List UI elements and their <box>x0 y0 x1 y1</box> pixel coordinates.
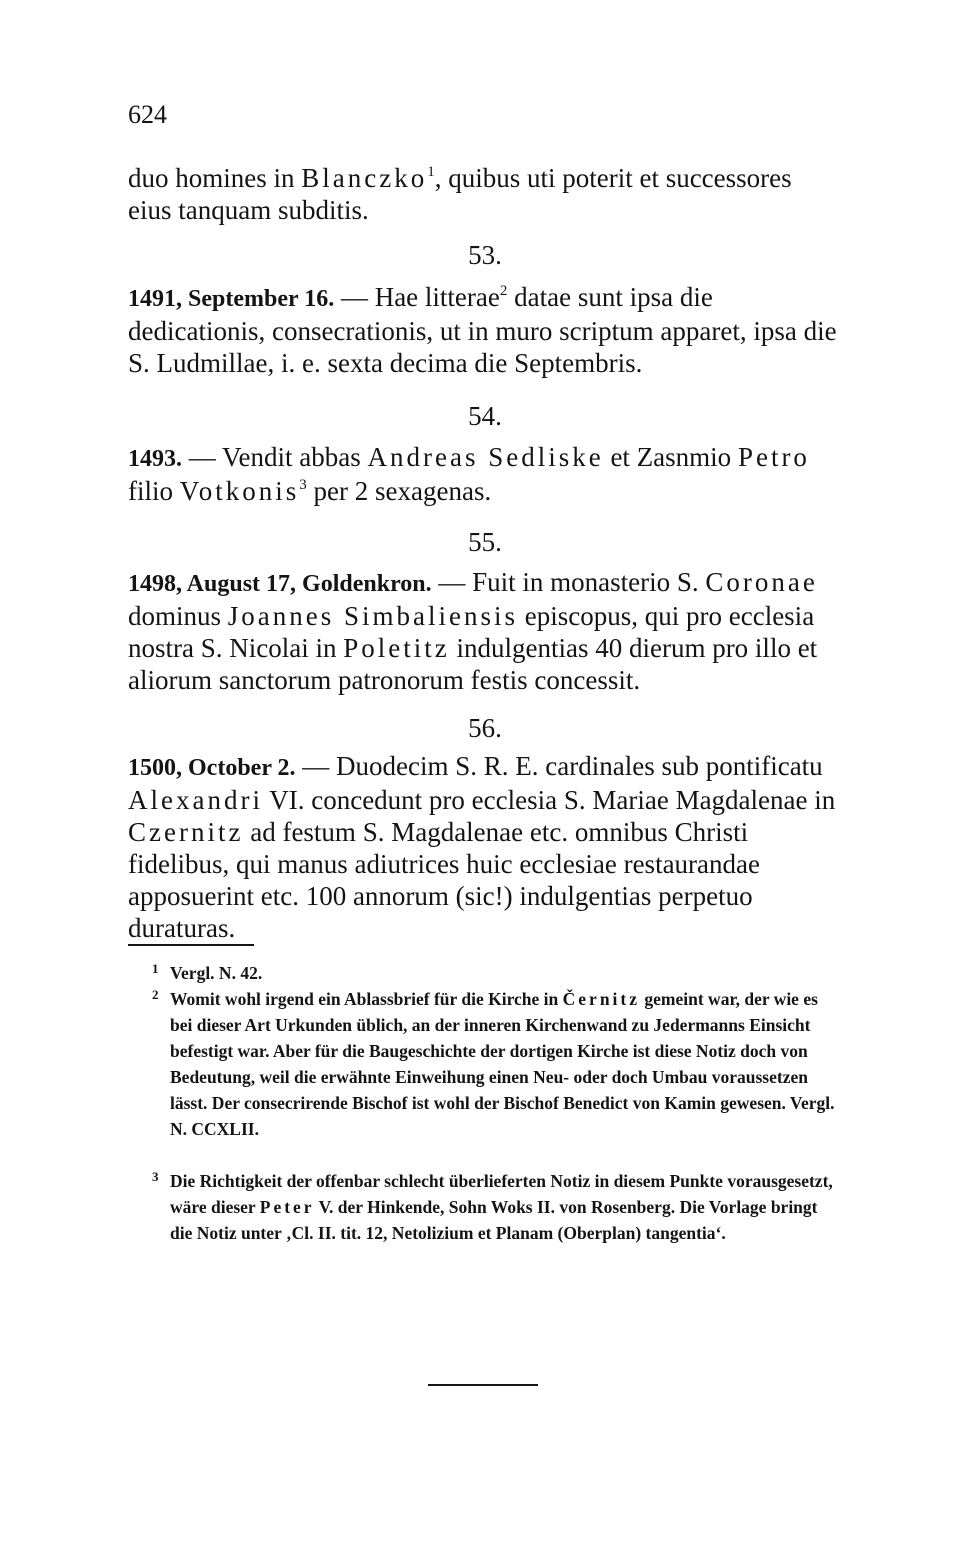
entry-paragraph: 1491, September 16. — Hae litterae$^2$ datae sunt ipsa die dedicationis, consecrationis, ut in muro scriptum apparet, ipsa die S. Ludmillae, i. e. sexta decima die Septembris. <box>128 282 837 378</box>
person-name: Andreas Sedliske <box>367 442 604 472</box>
entry-paragraph: 1493. — Vendit abbas Andreas Sedliske et Zasnmio Petro filio Votkonis$^3$ per 2 sexagenas. <box>128 442 810 506</box>
entry-paragraph: 1498, August 17, Goldenkron. — Fuit in monasterio S. Coronae dominus Joannes Simbaliensis episcopus, qui pro ecclesia nostra S. Nicolai in Poletitz indulgentias 40 dierum pro illo et aliorum sanctorum patronorum festis concessit. <box>128 567 818 695</box>
entry-number: 53. <box>468 240 502 270</box>
place-name: Poletitz <box>343 633 450 663</box>
entry-number: 54. <box>468 401 502 431</box>
entry-date: 1493. <box>128 446 182 472</box>
intro-paragraph: duo homines in Blanczko$^1$, quibus uti poterit et successores eius tanquam subditis. <box>128 163 792 225</box>
footnote-divider <box>128 944 254 946</box>
place-name: Czernitz <box>128 817 244 847</box>
entry-date: 1491, September 16. <box>128 286 335 312</box>
place-name: Černitz <box>562 989 641 1009</box>
footnote-ref: 3 <box>299 477 307 493</box>
end-rule <box>428 1384 538 1386</box>
footnote: 3 Die Richtigkeit der offenbar schlecht überlieferten Notiz in diesem Punkte vorausgesetzt, wäre dieser Peter V. der Hinkende, Sohn Woks II. von Rosenberg. Die Vorlage bringt die Notiz unter ‚Cl. II. tit. 12, Netolizium et Planam (Oberplan) tangentia‘. <box>170 1168 842 1246</box>
person-name: Votkonis <box>179 476 300 506</box>
person-name: Alexandri <box>128 785 263 815</box>
footnote-mark: 2 <box>152 987 159 1002</box>
footnote: 1 Vergl. N. 42. <box>170 960 842 986</box>
entry-number: 56. <box>468 713 502 743</box>
person-name: Joannes Simbaliensis <box>227 601 519 631</box>
page-number: 624 <box>128 100 167 129</box>
entry-date: 1498, August 17, Goldenkron. <box>128 571 432 597</box>
person-name: Peter <box>259 1197 315 1217</box>
place-name: Coronae <box>705 567 818 597</box>
place-name: Blanczko <box>301 163 428 193</box>
footnote-mark: 1 <box>152 961 159 976</box>
footnote-ref: 1 <box>427 164 435 180</box>
entry-number: 55. <box>468 527 502 557</box>
person-name: Petro <box>737 442 810 472</box>
entry-paragraph: 1500, October 2. — Duodecim S. R. E. cardinales sub pontificatu Alexandri VI. concedunt pro ecclesia S. Mariae Magdalenae in Czernitz ad festum S. Magdalenae etc. omnibus Christi fidelibus, qui manus adiutrices huic ecclesiae restaurandae apposuerint etc. 100 annorum (sic!) indulgentias perpetuo duraturas. <box>128 751 836 943</box>
entry-date: 1500, October 2. <box>128 755 296 781</box>
footnote-mark: 3 <box>152 1169 159 1184</box>
footnote-ref: 2 <box>499 283 508 299</box>
footnote: 2 Womit wohl irgend ein Ablassbrief für die Kirche in Černitz gemeint war, der wie es bei dieser Art Urkunden üblich, an der inneren Kirchenwand zu Jedermanns Einsicht befestigt war. Aber für die Baugeschichte der dortigen Kirche ist diese Notiz doch von Bedeutung, weil die erwähnte Einweihung einen Neu- oder doch Umbau voraussetzen lässt. Der consecrirende Bischof ist wohl der Bischof Benedict von Kamin gewesen. Vergl. N. CCXLII. <box>170 986 842 1142</box>
